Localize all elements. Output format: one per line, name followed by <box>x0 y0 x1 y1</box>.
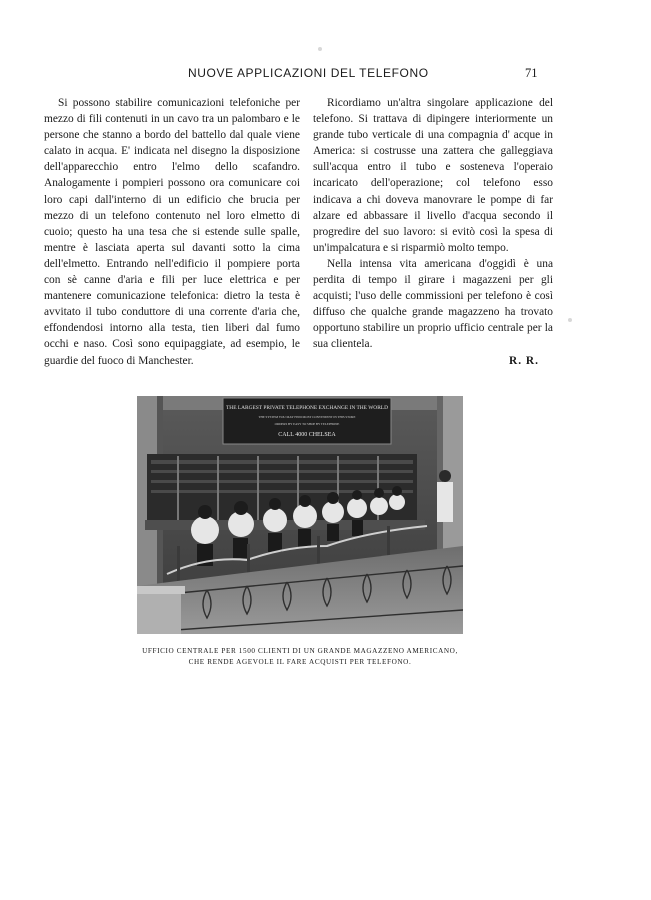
running-title: NUOVE APPLICAZIONI DEL TELEFONO <box>188 66 429 80</box>
supervisor <box>437 482 453 522</box>
paper-speck <box>568 318 572 322</box>
page-number: 71 <box>525 66 538 80</box>
paper-speck <box>318 47 322 51</box>
page-header <box>0 66 651 84</box>
right-paragraph-2: Nella intensa vita americana d'oggidì è una perdita di tempo il girare i magazzeni per gli acquisti; l'uso delle commissioni per telefono è così diffuso che qualche grande magazzeno ha trovato opportuno stabilire un proprio ufficio centrale per la sua clientela. <box>313 257 553 351</box>
right-paragraph-1: Ricordiamo un'altra singolare applicazione del telefono. Si trattava di dipingere interiormente un grande tubo verticale di una compagnia d' acque in America: si costrusse una zattera che galleggiava sull'acqua entro il tubo e sosteneva l'operaio incaricato dell'operazione; col telefono esso indicava a chi doveva manovrare le pompe di far alzare ed abbassare il livello d'acqua secondo il progredire del suo lavoro: si evitò così la spesa di un'impalcatura e si risparmiò molto tempo. <box>313 97 553 254</box>
sign-line-4: CALL 4000 CHELSEA <box>278 432 336 438</box>
sign-line-3: ORDERS BY EASY TO SHOP BY TELEPHONE <box>274 422 340 426</box>
sign-line-1: THE LARGEST PRIVATE TELEPHONE EXCHANGE IN THE WORLD <box>226 405 388 411</box>
right-column <box>313 95 553 369</box>
caption-line-2: CHE RENDE AGEVOLE IL FARE ACQUISTI PER TELEFONO. <box>188 658 412 666</box>
author-signature: R. R. <box>509 354 539 367</box>
figure-caption <box>120 646 480 668</box>
sign-line-2: THE SYSTEM YOU MAY FIND MOST CONVENIENT IN THIS STORE <box>258 415 356 419</box>
photo-illustration <box>137 396 463 634</box>
left-column <box>44 95 300 369</box>
telephone-exchange-photo <box>137 396 463 634</box>
caption-line-1: UFFICIO CENTRALE PER 1500 CLIENTI DI UN GRANDE MAGAZZENO AMERICANO, <box>142 647 458 655</box>
left-paragraph-1: Si possono stabilire comunicazioni telefoniche per mezzo di fili contenuti in un cavo tra un palombaro e le persone che stanno a bordo del battello dal quale viene calato in acqua. E' indicata nel disegno la disposizione dell'apparecchio entro l'elmo dello scafandro. Analogamente i pompieri possono ora comunicare coi loro capi dall'interno di un edificio che brucia per mezzo di un telefono contenuto nel loro elmetto di cuoio; questo ha una tesa che si estende sulle spalle, mentre è lasciata aperta sul davanti sotto la cima dell'elmetto. Entrando nell'edificio il pompiere porta con sè canne d'aria e fili per luce elettrica e per mantenere comunicazione telefonica: dietro la testa è avvitato il tubo conduttore di una corrente d'aria che, effondendosi intorno alla testa, tien liberi dal fumo occhi e naso. Così sono equipaggiate, ad esempio, le guardie del fuoco di Manchester. <box>44 97 300 367</box>
